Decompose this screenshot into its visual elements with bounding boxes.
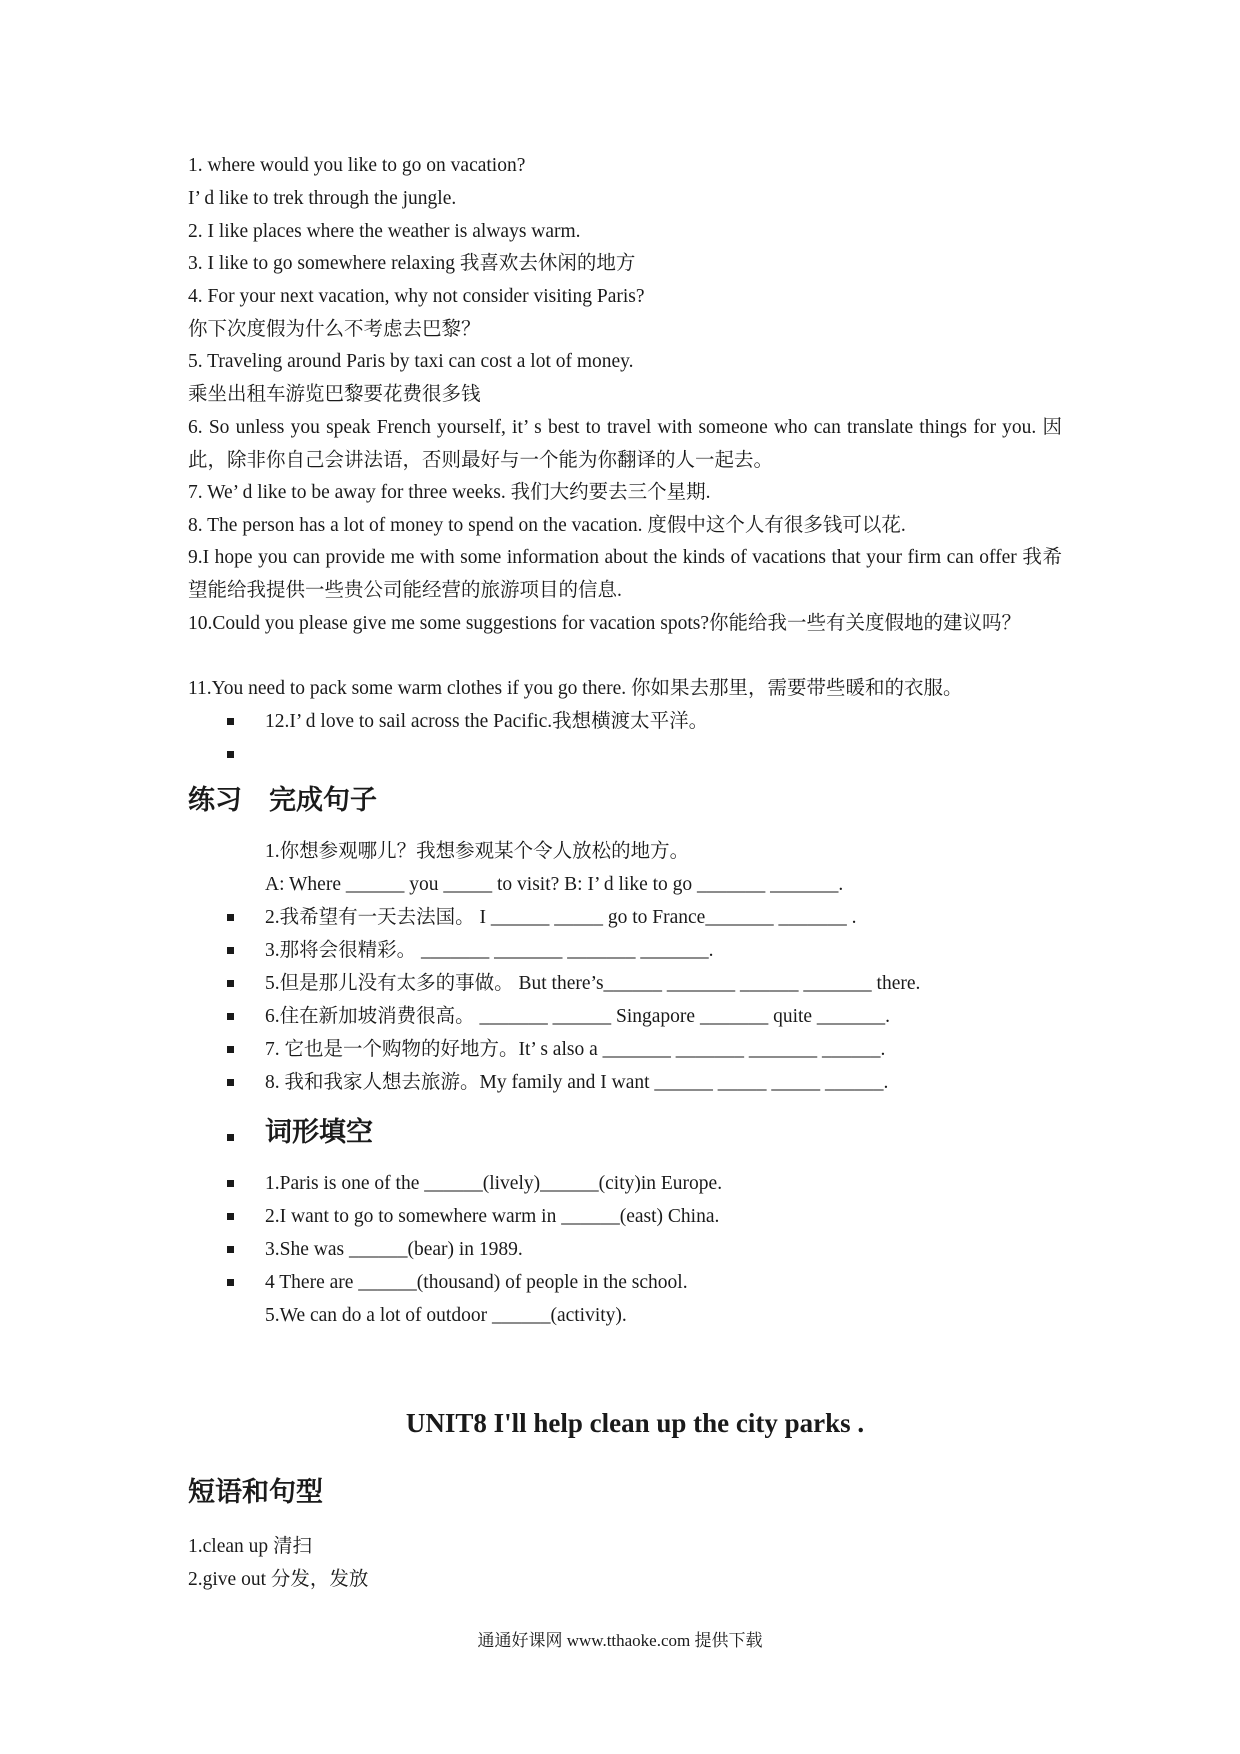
sentence-4-translation: 你下次度假为什么不考虑去巴黎？ [188,319,481,340]
phrases-heading: 短语和句型 [188,1477,323,1508]
sentence-6: 6. So unless you speak French yourself, it’ s best to travel with someone who can translate things for you. 因此，除非你自己会讲法语，否则最好与一个能为你翻译的人一起去。 [188,417,1062,471]
sentence-3: 3. I like to go somewhere relaxing 我喜欢去休闲的地方 [188,253,636,274]
practice-item-5: 5.但是那儿没有太多的事做。 But there’s______ _______ ______ _______ there. [265,973,921,994]
bullet [227,1213,234,1220]
sentence-8: 8. The person has a lot of money to spend on the vacation. 度假中这个人有很多钱可以花. [188,515,906,536]
practice-item-2: 2.我希望有一天去法国。 I ______ _____ go to France_______ _______ . [265,907,857,928]
word-forms-heading: 词形填空 [265,1117,373,1148]
sentence-5: 5. Traveling around Paris by taxi can cost a lot of money. [188,351,634,372]
practice-item-8: 8. 我和我家人想去旅游。My family and I want ______ _____ _____ ______. [265,1072,889,1093]
phrase-2: 2.give out 分发，发放 [188,1569,369,1590]
sentence-11: 11.You need to pack some warm clothes if you go there. 你如果去那里，需要带些暖和的衣服。 [188,678,963,699]
word-form-item-5: 5.We can do a lot of outdoor ______(activity). [265,1305,627,1326]
bullet [227,1046,234,1053]
sentence-2: 2. I like places where the weather is always warm. [188,221,581,242]
bullet [227,718,234,725]
word-form-item-1: 1.Paris is one of the ______(lively)______(city)in Europe. [265,1173,723,1194]
word-form-item-2: 2.I want to go to somewhere warm in ______(east) China. [265,1206,720,1227]
bullet [227,947,234,954]
bullet [227,1180,234,1187]
bullet [227,980,234,987]
word-form-item-3: 3.She was ______(bear) in 1989. [265,1239,523,1260]
word-form-item-4: 4 There are ______(thousand) of people in the school. [265,1272,688,1293]
bullet [227,1134,234,1141]
bullet [227,1246,234,1253]
sentence-4: 4. For your next vacation, why not consider visiting Paris? [188,286,645,307]
practice-item-7: 7. 它也是一个购物的好地方。It’ s also a _______ _______ _______ ______. [265,1039,886,1060]
sentence-5-translation: 乘坐出租车游览巴黎要花费很多钱 [188,384,481,405]
practice-item-3: 3.那将会很精彩。 _______ _______ _______ _______. [265,940,714,961]
practice-item-1-blanks: A: Where ______ you _____ to visit? B: I’ d like to go _______ _______. [265,874,844,895]
bullet [227,1079,234,1086]
practice-item-1: 1.你想参观哪儿？我想参观某个令人放松的地方。 [265,841,690,862]
sentence-1: 1. where would you like to go on vacation? [188,155,526,176]
page-footer: 通通好课网 www.tthaoke.com 提供下载 [477,1631,763,1650]
practice-heading: 练习 完成句子 [188,785,377,816]
bullet [227,751,234,758]
phrase-1: 1.clean up 清扫 [188,1536,313,1557]
practice-item-6: 6.住在新加坡消费很高。 _______ ______ Singapore _______ quite _______. [265,1006,891,1027]
bullet [227,1013,234,1020]
sentence-7: 7. We’ d like to be away for three weeks. 我们大约要去三个星期. [188,482,711,503]
sentence-12: 12.I’ d love to sail across the Pacific.我想横渡太平洋。 [265,711,709,732]
sentence-10: 10.Could you please give me some suggestions for vacation spots?你能给我一些有关度假地的建议吗？ [188,613,1021,634]
unit-title: UNIT8 I'll help clean up the city parks . [405,1408,865,1438]
sentence-1-answer: I’ d like to trek through the jungle. [188,188,457,209]
bullet [227,914,234,921]
bullet [227,1279,234,1286]
sentence-9: 9.I hope you can provide me with some information about the kinds of vacations that your firm can offer 我希望能给我提供一些贵公司能经营的旅游项目的信息. [188,547,1062,601]
